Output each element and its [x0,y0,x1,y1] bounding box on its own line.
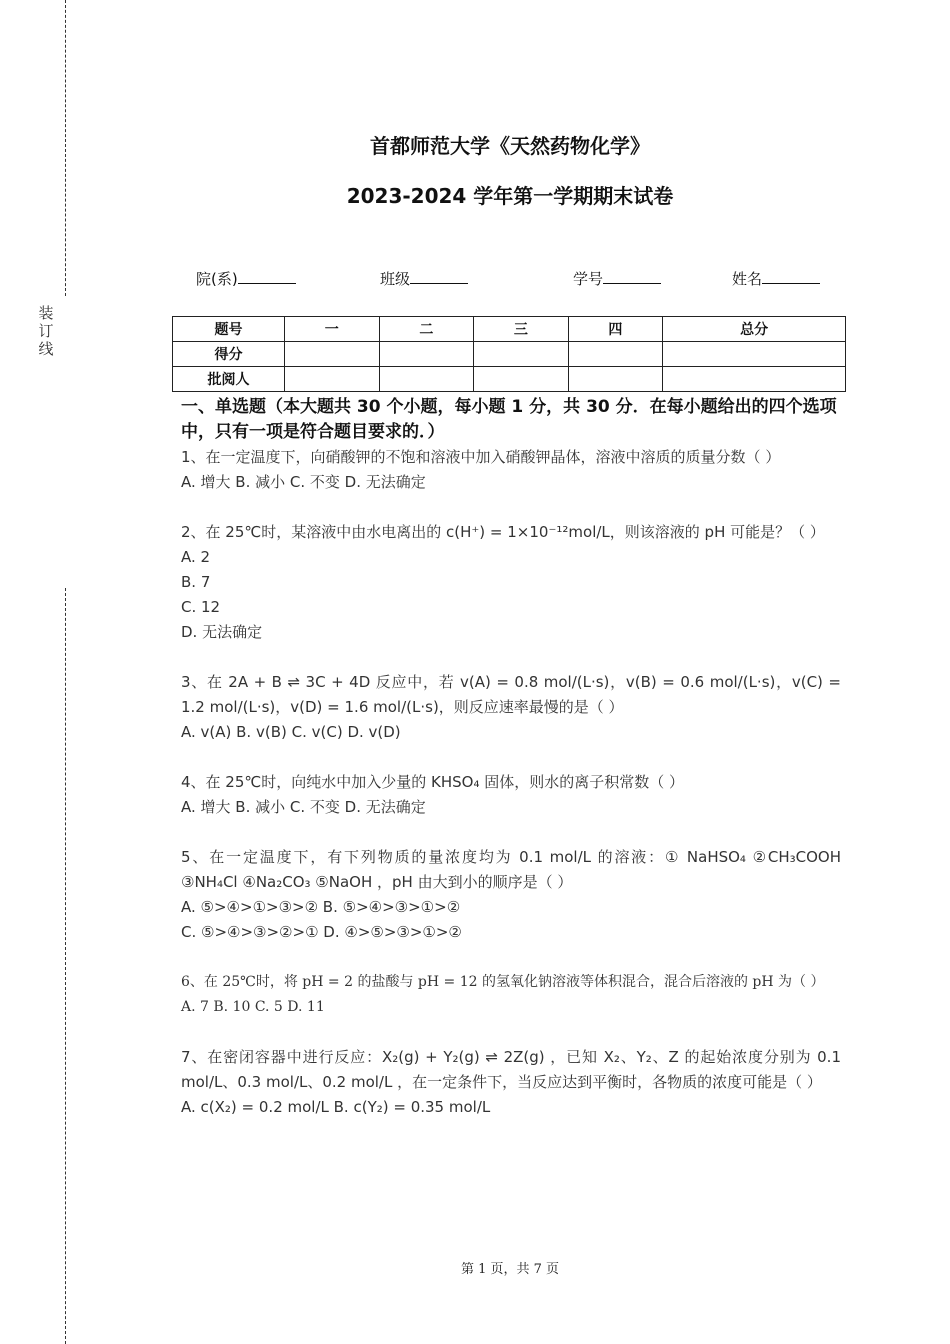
question-2 [181,520,841,645]
question-options: C. ⑤>④>③>②>① D. ④>⑤>③>①>② [181,923,462,941]
score-cell[interactable] [568,342,663,367]
exam-title-line2: 2023-2024 学年第一学期期末试卷 [346,184,674,208]
binding-char: 装 [38,304,54,322]
score-table-col-2: 二 [379,317,474,342]
grader-cell[interactable] [474,367,569,392]
score-table-header-row [173,317,846,342]
question-options: A. ⑤>④>①>③>② B. ⑤>④>③>①>② [181,898,461,916]
student-id-label: 学号 [573,270,604,288]
score-cell[interactable] [474,342,569,367]
question-6 [181,970,841,1020]
question-option: B. 7 [181,573,211,591]
score-row-label: 得分 [173,342,285,367]
question-options: A. 增大 B. 减小 C. 不变 D. 无法确定 [181,473,426,491]
department-blank[interactable] [238,269,296,284]
question-4 [181,770,841,820]
question-option: C. 12 [181,598,221,616]
question-stem: 1、在一定温度下，向硝酸钾的不饱和溶液中加入硝酸钾晶体，溶液中溶质的质量分数（ ） [181,448,781,466]
grader-cell[interactable] [285,367,380,392]
question-options: A. c(X₂) = 0.2 mol/L B. c(Y₂) = 0.35 mol/L [181,1098,491,1116]
question-stem: 7、在密闭容器中进行反应：X₂(g) + Y₂(g) ⇌ 2Z(g) ，已知 X₂、Y₂、Z 的起始浓度分别为 0.1 mol/L、0.3 mol/L、0.2 mol/L ，在一定条件下，当反应达到平衡时，各物质的浓度可能是（ ） [181,1048,841,1091]
question-stem: 2、在 25℃时，某溶液中由水电离出的 c(H⁺) = 1×10⁻¹²mol/L，则该溶液的 pH 可能是？（ ） [181,523,825,541]
binding-label [36,304,56,358]
question-option: A. 2 [181,548,211,566]
name-label: 姓名 [732,270,763,288]
exam-title-line1: 首都师范大学《天然药物化学》 [370,134,650,158]
question-stem: 6、在 25℃时，将 pH = 2 的盐酸与 pH = 12 的氢氧化钠溶液等体积混合，混合后溶液的 pH 为（ ） [181,974,825,990]
score-table-score-row [173,342,846,367]
grader-cell[interactable] [379,367,474,392]
binding-char: 订 [38,322,54,340]
question-stem: 3、在 2A + B ⇌ 3C + 4D 反应中，若 v(A) = 0.8 mol/(L·s)，v(B) = 0.6 mol/(L·s)，v(C) = 1.2 mol/(L·s)，v(D) = 1.6 mol/(L·s)，则反应速率最慢的是（ ） [181,673,841,716]
binding-dashed-line-bottom [65,588,66,1344]
question-stem: 4、在 25℃时，向纯水中加入少量的 KHSO₄ 固体，则水的离子积常数（ ） [181,773,685,791]
department-field [196,268,296,289]
class-blank[interactable] [410,269,468,284]
section-heading: 一、单选题（本大题共 30 个小题，每小题 1 分，共 30 分．在每小题给出的四个选项中，只有一项是符合题目要求的．） [181,397,837,442]
score-cell[interactable] [379,342,474,367]
score-table [172,316,846,392]
question-1 [181,445,841,495]
grader-row-label: 批阅人 [173,367,285,392]
score-table-col-label: 题号 [173,317,285,342]
question-5 [181,845,841,945]
question-options: A. 增大 B. 减小 C. 不变 D. 无法确定 [181,798,426,816]
class-label: 班级 [380,270,411,288]
binding-char: 线 [38,340,54,358]
score-table-col-1: 一 [285,317,380,342]
question-3 [181,670,841,745]
student-id-field [573,268,661,289]
grader-cell[interactable] [663,367,846,392]
score-table-grader-row [173,367,846,392]
class-field [380,268,468,289]
question-stem: 5、在一定温度下，有下列物质的量浓度均为 0.1 mol/L 的溶液：① NaHSO₄ ②CH₃COOH ③NH₄Cl ④Na₂CO₃ ⑤NaOH ，pH 由大到小的顺序是（ ） [181,848,841,891]
score-cell[interactable] [285,342,380,367]
grader-cell[interactable] [568,367,663,392]
question-option: D. 无法确定 [181,623,263,641]
exam-content [181,395,841,1120]
question-options: A. v(A) B. v(B) C. v(C) D. v(D) [181,723,401,741]
name-blank[interactable] [762,269,820,284]
student-id-blank[interactable] [603,269,661,284]
question-7 [181,1045,841,1120]
score-table-col-4: 四 [568,317,663,342]
score-table-col-3: 三 [474,317,569,342]
name-field [732,268,820,289]
department-label: 院(系) [196,270,238,288]
score-table-col-total: 总分 [663,317,846,342]
page-footer: 第 1 页，共 7 页 [460,1262,560,1277]
score-cell[interactable] [663,342,846,367]
question-options: A. 7 B. 10 C. 5 D. 11 [181,999,325,1015]
